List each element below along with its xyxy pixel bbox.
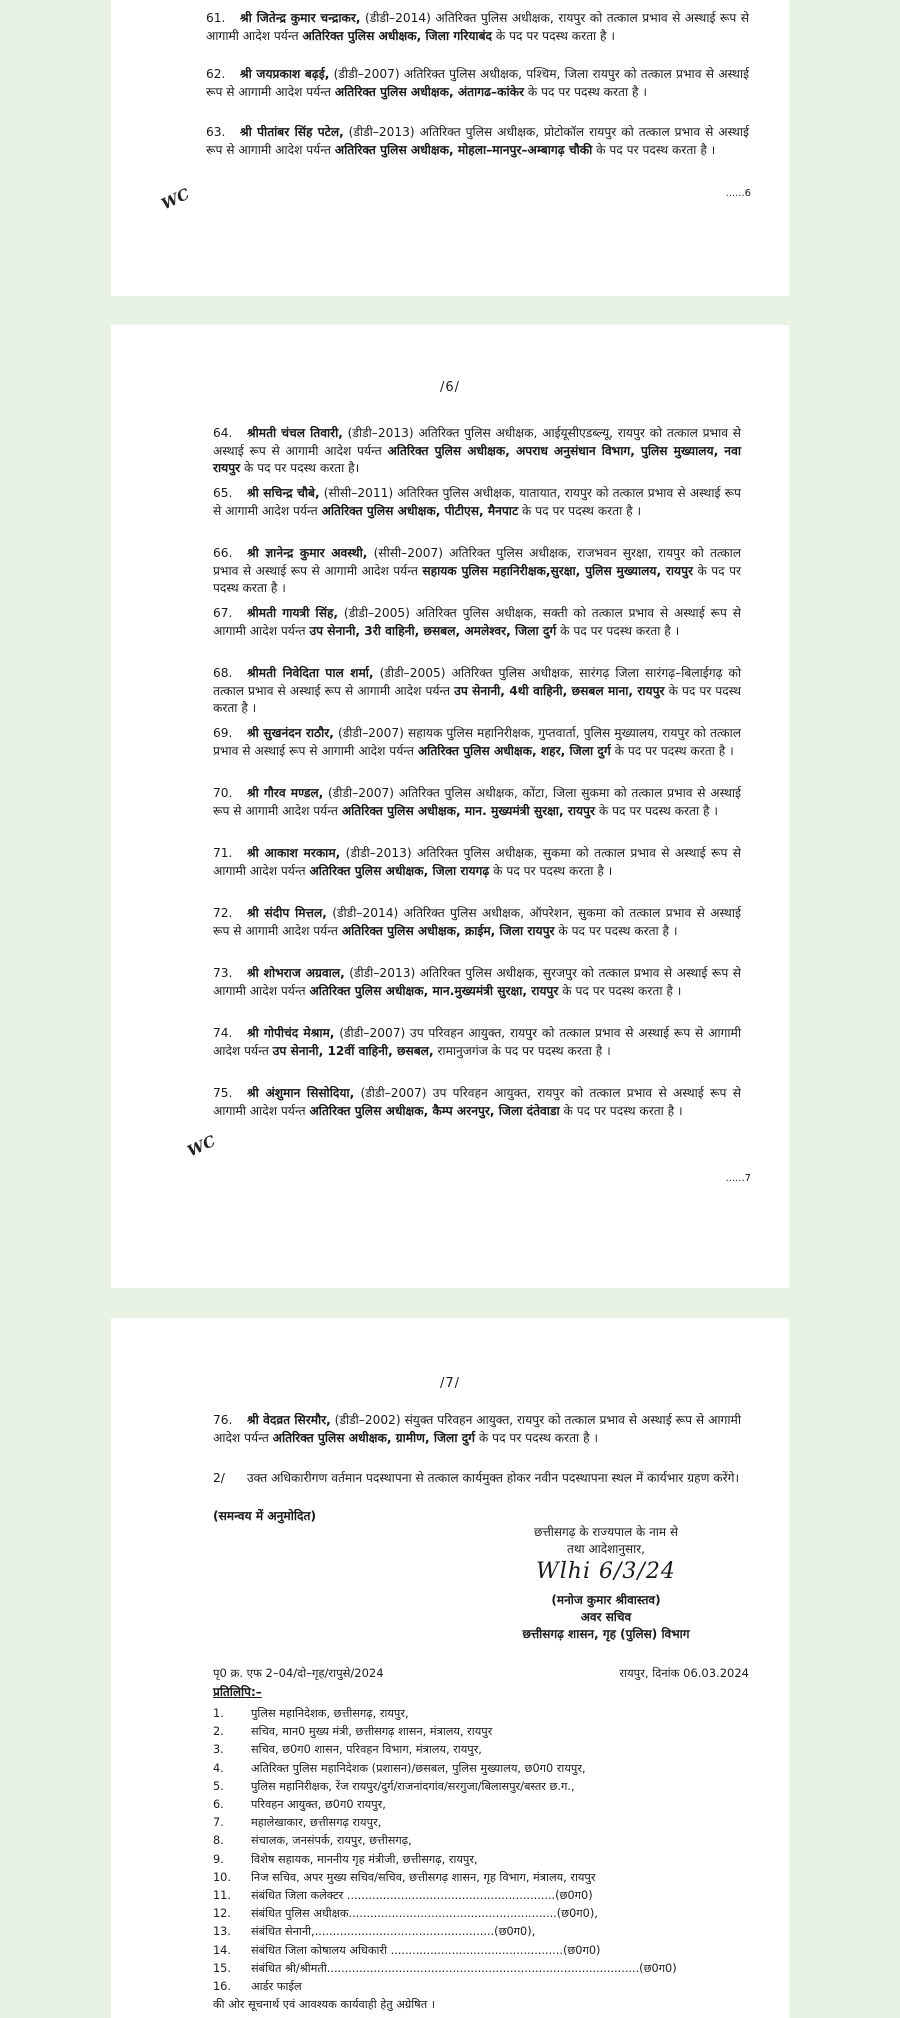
copy-list-number: 6.	[213, 1798, 224, 1812]
copy-list-item	[213, 1832, 759, 1850]
document-page-7	[111, 1318, 789, 2018]
copy-list-item	[213, 1796, 759, 1814]
bold-text: श्री शोभराज अग्रवाल,	[247, 966, 345, 980]
order-paragraph	[213, 905, 741, 940]
text: के पद पर पदस्थ करता है ।	[518, 503, 642, 518]
bold-text: श्रीमती चंचल तिवारी,	[247, 426, 343, 440]
reference-line	[213, 1666, 749, 1681]
copy-list-text: पुलिस महानिरीक्षक, रेंज रायपुर/दुर्ग/राजनांदगांव/सरगुजा/बिलासपुर/बस्तर छ.ग.,	[251, 1779, 575, 1793]
page-number: /6/	[439, 380, 461, 395]
bold-text: अतिरिक्त पुलिस अधीक्षक, शहर, जिला दुर्ग	[417, 743, 611, 758]
paragraph-number: 69.	[213, 726, 233, 740]
signatory-name: (मनोज कुमार श्रीवास्तव)	[551, 1593, 661, 1607]
copy-list-number: 10.	[213, 1870, 231, 1884]
initials-mark: WC	[184, 1131, 219, 1161]
bold-text: अतिरिक्त पुलिस अधीक्षक, ग्रामीण, जिला दुर्ग	[272, 1430, 476, 1445]
text: (डीडी–2007) उप परिवहन आयुक्त, रायपुर को तत्काल प्रभाव से अस्थाई रूप से आगामी आदेश पर्यन्त	[213, 1086, 741, 1118]
copy-list-text: संबंधित श्री/श्रीमती.......................................................................................(छ0ग0)	[251, 1961, 677, 1975]
continuation-marker: ......7	[725, 1173, 751, 1184]
bold-text: उप सेनानी, 4थी वाहिनी, छसबल माना, रायपुर	[454, 683, 665, 698]
order-paragraph	[213, 485, 741, 520]
copy-list-number: 13.	[213, 1925, 231, 1939]
bold-text: श्री वेदव्रत सिरमौर,	[247, 1413, 331, 1427]
copy-list-item	[213, 1851, 759, 1869]
continuation-marker: ......6	[725, 188, 751, 199]
text: के पद पर पदस्थ करता है।	[240, 461, 360, 475]
copy-list-number: 2.	[213, 1725, 224, 1739]
bold-text: श्री अंशुमान सिसोदिया,	[247, 1086, 355, 1100]
order-paragraph	[213, 1025, 741, 1060]
copy-list-text: संबंधित जिला कोषालय अधिकारी ................................................(छ0ग0)	[251, 1943, 601, 1957]
copy-list-number: 7.	[213, 1816, 224, 1830]
text: (डीडी–2013) अतिरिक्त पुलिस अधीक्षक, प्रोटोकॉल रायपुर को तत्काल प्रभाव से अस्थाई रूप से आगामी आदेश पर्यन्त	[206, 125, 749, 157]
copy-list-text: महालेखाकार, छत्तीसगढ़ रायपुर,	[251, 1816, 382, 1830]
instruction-paragraph	[213, 1470, 741, 1488]
bold-text: श्री सचिन्द्र चौबे,	[247, 486, 320, 500]
text: उक्त अधिकारीगण वर्तमान पदस्थापना से तत्काल कार्यमुक्त होकर नवीन पदस्थापना स्थल में कार्यभार ग्रहण करेंगे।	[247, 1471, 740, 1485]
text: (डीडी–2014) अतिरिक्त पुलिस अधीक्षक, ऑपरेशन, सुकमा को तत्काल प्रभाव से अस्थाई रूप से आगामी आदेश पर्यन्त	[213, 906, 741, 938]
order-paragraph	[213, 1412, 741, 1447]
bold-text: सहायक पुलिस महानिरीक्षक,सुरक्षा, पुलिस मुख्यालय, रायपुर	[422, 563, 694, 578]
text: रामानुजगंज के पद पर पदस्थ करता है ।	[433, 1043, 611, 1058]
bold-text: श्री सुखनंदन राठौर,	[247, 726, 334, 740]
text: (सीसी–2011) अतिरिक्त पुलिस अधीक्षक, यातायात, रायपुर को तत्काल प्रभाव से अस्थाई रूप से आगामी आदेश पर्यन्त	[213, 486, 741, 518]
text: के पद पर पदस्थ करता है ।	[523, 84, 647, 99]
text: के पद पर पदस्थ करता है ।	[492, 28, 616, 43]
copy-list-number: 16.	[213, 1980, 231, 1994]
copy-list-text: आर्डर फाईल	[251, 1980, 302, 1994]
text: (डीडी–2005) अतिरिक्त पुलिस अधीक्षक, सक्ती को तत्काल प्रभाव से अस्थाई रूप से आगामी आदेश पर्यन्त	[213, 606, 741, 638]
text: (डीडी–2002) संयुक्त परिवहन आयुक्त, रायपुर को तत्काल प्रभाव से अस्थाई रूप से आगामी आदेश पर्यन्त	[213, 1413, 741, 1445]
paragraph-number: 62.	[206, 67, 226, 81]
text: के पद पर पदस्थ करता है ।	[592, 142, 716, 157]
paragraph-number: 73.	[213, 966, 233, 980]
paragraph-number: 64.	[213, 426, 233, 440]
paragraph-number: 71.	[213, 846, 233, 860]
copy-list-number: 4.	[213, 1761, 224, 1775]
text: के पद पर पदस्थ करता है ।	[554, 923, 678, 938]
copy-list-item	[213, 1723, 759, 1741]
copy-list-item	[213, 1905, 759, 1923]
order-paragraph	[213, 845, 741, 880]
bold-text: अतिरिक्त पुलिस अधीक्षक, कैम्प अरनपुर, जिला दंतेवाडा	[309, 1103, 560, 1118]
text: (डीडी–2013) अतिरिक्त पुलिस अधीक्षक, आईयूसीएडब्ल्यू, रायपुर को तत्काल प्रभाव से अस्थाई रूप से आगामी आदेश पर्यन्त	[213, 426, 741, 458]
bold-text: उप सेनानी, 3री वाहिनी, छसबल, अमलेश्वर, जिला दुर्ग	[309, 623, 557, 638]
bold-text: अतिरिक्त पुलिस अधीक्षक, जिला रायगढ़	[309, 863, 490, 878]
signature-block	[481, 1524, 731, 1643]
signature-line-1: छत्तीसगढ़ के राज्यपाल के नाम से	[534, 1525, 678, 1539]
text: (डीडी–2007) अतिरिक्त पुलिस अधीक्षक, पश्चिम, जिला रायपुर को तत्काल प्रभाव से अस्थाई रूप से आगामी आदेश पर्यन्त	[206, 67, 749, 99]
copy-list-text: संबंधित सेनानी,..................................................(छ0ग0),	[251, 1925, 536, 1939]
bold-text: अतिरिक्त पुलिस अधीक्षक, अपराध अनुसंधान विभाग, पुलिस मुख्यालय, नवा रायपुर	[213, 443, 742, 475]
copy-list-item	[213, 1778, 759, 1796]
copy-list-item	[213, 1923, 759, 1941]
text: (डीडी–2005) अतिरिक्त पुलिस अधीक्षक, सारंगढ़ जिला सारंगढ़–बिलाईगढ़ को तत्काल प्रभाव से अस्थाई रूप से आगामी आदेश पर्यन्त	[213, 666, 741, 698]
order-paragraph	[213, 785, 741, 820]
paragraph-number: 75.	[213, 1086, 233, 1100]
text: (सीसी–2007) अतिरिक्त पुलिस अधीक्षक, राजभवन सुरक्षा, रायपुर को तत्काल प्रभाव से अस्थाई रूप से आगामी आदेश पर्यन्त	[213, 546, 742, 578]
paragraph-number: 74.	[213, 1026, 233, 1040]
copy-list-item	[213, 1869, 759, 1887]
copy-list-number: 1.	[213, 1707, 224, 1720]
copy-list-text: संबंधित जिला कलेक्टर ..........................................................(छ0ग0)	[251, 1889, 593, 1903]
document-page-5	[111, 0, 789, 296]
copy-list-text: पुलिस महानिदेशक, छत्तीसगढ़, रायपुर,	[251, 1707, 409, 1720]
copy-list-text: संबंधित पुलिस अधीक्षक..........................................................(छ0ग0),	[251, 1907, 598, 1921]
paragraph-number: 2/	[213, 1471, 225, 1485]
order-paragraph	[213, 545, 741, 598]
copy-list-item	[213, 1978, 759, 1996]
copy-list-number: 11.	[213, 1889, 231, 1903]
copy-list-number: 5.	[213, 1779, 224, 1793]
copy-list-number: 3.	[213, 1743, 224, 1757]
order-paragraph	[213, 965, 741, 1000]
signature-line-2: तथा आदेशानुसार,	[567, 1542, 645, 1556]
copy-list-item	[213, 1942, 759, 1960]
document-page-6	[111, 325, 789, 1288]
copy-list-number: 14.	[213, 1943, 231, 1957]
footer-partial-line: की ओर सूचनार्थ एवं आवश्यक कार्यवाही हेतु अग्रेषित ।	[213, 1998, 436, 2012]
text: (डीडी–2013) अतिरिक्त पुलिस अधीक्षक, सुरजपुर को तत्काल प्रभाव से अस्थाई रूप से आगामी आदेश पर्यन्त	[213, 966, 741, 998]
copy-list-text: सचिव, छ0ग0 शासन, परिवहन विभाग, मंत्रालय, रायपुर,	[251, 1743, 482, 1757]
paragraph-number: 72.	[213, 906, 233, 920]
copy-list-item	[213, 1705, 759, 1723]
bold-text: उप सेनानी, 12वीं वाहिनी, छसबल,	[272, 1043, 434, 1058]
order-paragraph	[213, 605, 741, 640]
order-paragraph	[213, 425, 741, 478]
approval-note: (समन्वय में अनुमोदित)	[213, 1509, 317, 1523]
paragraph-number: 67.	[213, 606, 233, 620]
order-paragraph	[213, 725, 741, 760]
text: के पद पर पदस्थ करता है ।	[213, 683, 742, 715]
copy-list-item	[213, 1814, 759, 1832]
bold-text: श्री गौरव मण्डल,	[247, 786, 324, 800]
order-paragraph	[206, 10, 749, 45]
text: के पद पर पदस्थ करता है ।	[213, 563, 741, 595]
bold-text: श्रीमती गायत्री सिंह,	[247, 606, 339, 620]
text: (डीडी–2007) सहायक पुलिस महानिरीक्षक, गुप्तवार्ता, पुलिस मुख्यालय, रायपुर को तत्काल प्रभाव से अस्थाई रूप से आगामी आदेश पर्यन्त	[213, 726, 742, 758]
bold-text: अतिरिक्त पुलिस अधीक्षक, अंतागढ–कांकेर	[334, 84, 524, 99]
copy-list-text: निज सचिव, अपर मुख्य सचिव/सचिव, छत्तीसगढ़ शासन, गृह विभाग, मंत्रालय, रायपुर	[251, 1870, 596, 1884]
place-date: रायपुर, दिनांक 06.03.2024	[619, 1666, 749, 1680]
text: (डीडी–2014) अतिरिक्त पुलिस अधीक्षक, रायपुर को तत्काल प्रभाव से अस्थाई रूप से आगामी आदेश पर्यन्त	[206, 11, 749, 43]
bold-text: अतिरिक्त पुलिस अधीक्षक, मान.मुख्यमंत्री सुरक्षा, रायपुर	[309, 983, 559, 998]
text: (डीडी–2007) उप परिवहन आयुक्त, रायपुर को तत्काल प्रभाव से अस्थाई रूप से आगामी आदेश पर्यन्त	[213, 1026, 742, 1058]
text: के पद पर पदस्थ करता है ।	[558, 983, 682, 998]
bold-text: श्री पीतांबर सिंह पटेल,	[240, 125, 344, 139]
bold-text: अतिरिक्त पुलिस अधीक्षक, मोहला–मानपुर–अम्बागढ़ चौकी	[334, 142, 593, 157]
copy-list-text: सचिव, मान0 मुख्य मंत्री, छत्तीसगढ़ शासन, मंत्रालय, रायपुर	[251, 1725, 493, 1739]
initials-mark: WC	[158, 184, 193, 214]
paragraph-number: 76.	[213, 1413, 233, 1427]
order-paragraph	[213, 1085, 741, 1120]
text: के पद पर पदस्थ करता है ।	[610, 743, 734, 758]
order-paragraph	[213, 665, 741, 718]
reference-number: पृ0 क्र. एफ 2–04/दो–गृह/रापुसे/2024	[213, 1666, 384, 1680]
bold-text: श्रीमती निवेदिता पाल शर्मा,	[247, 666, 374, 680]
order-paragraph	[206, 66, 749, 101]
copy-list-number: 15.	[213, 1961, 231, 1975]
text: के पद पर पदस्थ करता है ।	[475, 1430, 599, 1445]
paragraph-number: 68.	[213, 666, 233, 680]
copy-list-number: 8.	[213, 1834, 224, 1848]
copy-list-text: विशेष सहायक, माननीय गृह मंत्रीजी, छत्तीसगढ़, रायपुर,	[251, 1852, 478, 1866]
order-paragraph	[206, 124, 749, 159]
copy-list-text: संचालक, जनसंपर्क, रायपुर, छत्तीसगढ़,	[251, 1834, 412, 1848]
bold-text: श्री गोपीचंद मेश्राम,	[247, 1026, 335, 1040]
copy-list-text: परिवहन आयुक्त, छ0ग0 रायपुर,	[251, 1798, 386, 1812]
text: (डीडी–2007) अतिरिक्त पुलिस अधीक्षक, कोंटा, जिला सुकमा को तत्काल प्रभाव से अस्थाई रूप से आगामी आदेश पर्यन्त	[213, 786, 741, 818]
page-number: /7/	[439, 1376, 461, 1391]
paragraph-number: 63.	[206, 125, 226, 139]
bold-text: अतिरिक्त पुलिस अधीक्षक, मान. मुख्यमंत्री सुरक्षा, रायपुर	[341, 803, 595, 818]
copy-heading: प्रतिलिपि:–	[213, 1685, 262, 1699]
bold-text: श्री आकाश मरकाम,	[247, 846, 341, 860]
paragraph-number: 61.	[206, 11, 226, 25]
copy-list-item	[213, 1960, 759, 1978]
copy-list-text: अतिरिक्त पुलिस महानिदेशक (प्रशासन)/छसबल, पुलिस मुख्यालय, छ0ग0 रायपुर,	[251, 1761, 586, 1775]
bold-text: अतिरिक्त पुलिस अधीक्षक, पीटीएस, मैनपाट	[321, 503, 519, 518]
bold-text: अतिरिक्त पुलिस अधीक्षक, क्राईम, जिला रायपुर	[341, 923, 555, 938]
signatory-department: छत्तीसगढ़ शासन, गृह (पुलिस) विभाग	[522, 1627, 690, 1641]
copy-list-item	[213, 1760, 759, 1778]
bold-text: श्री संदीप मित्तल,	[247, 906, 327, 920]
paragraph-number: 66.	[213, 546, 233, 560]
handwritten-signature: Wlhi 6/3/24	[536, 1559, 676, 1584]
copy-list-item	[213, 1887, 759, 1905]
signatory-designation: अवर सचिव	[580, 1610, 632, 1624]
bold-text: श्री जितेन्द्र कुमार चन्द्राकर,	[240, 11, 361, 25]
paragraph-number: 65.	[213, 486, 233, 500]
copy-list-number: 9.	[213, 1852, 224, 1866]
bold-text: श्री जयप्रकाश बढ़ई,	[240, 67, 330, 81]
text: के पद पर पदस्थ करता है ।	[594, 803, 718, 818]
text: के पद पर पदस्थ करता है ।	[559, 1103, 683, 1118]
copy-list	[213, 1705, 759, 2014]
copy-list-item	[213, 1741, 759, 1759]
text: के पद पर पदस्थ करता है ।	[556, 623, 680, 638]
copy-list-number: 12.	[213, 1907, 231, 1921]
bold-text: अतिरिक्त पुलिस अधीक्षक, जिला गरियाबंद	[302, 28, 493, 43]
text: (डीडी–2013) अतिरिक्त पुलिस अधीक्षक, सुकमा को तत्काल प्रभाव से अस्थाई रूप से आगामी आदेश पर्यन्त	[213, 846, 741, 878]
paragraph-number: 70.	[213, 786, 233, 800]
text: के पद पर पदस्थ करता है ।	[489, 863, 613, 878]
bold-text: श्री ज्ञानेन्द्र कुमार अवस्थी,	[247, 546, 368, 560]
